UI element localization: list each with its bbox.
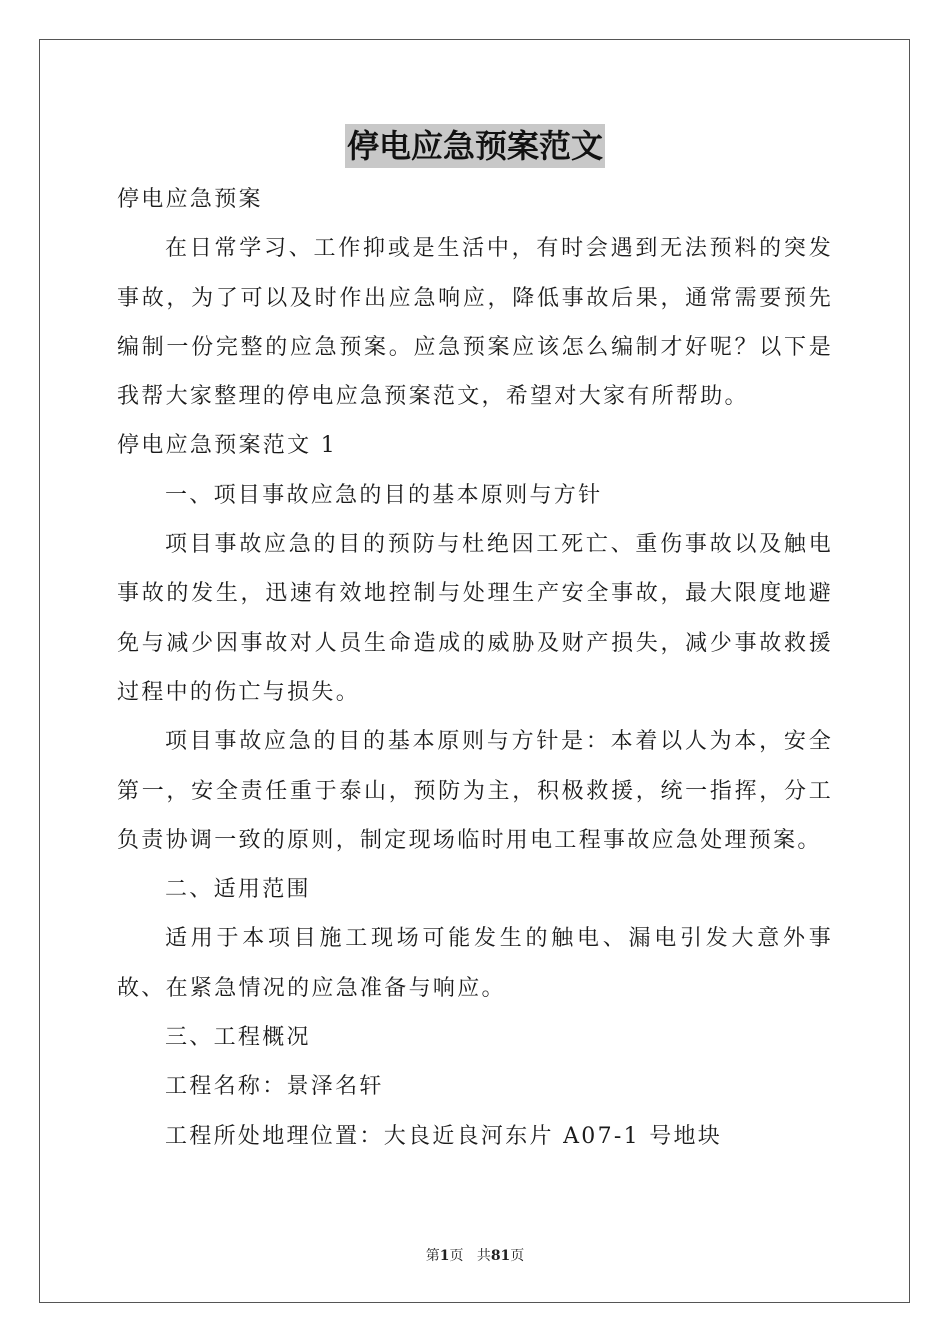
paragraph: 工程所处地理位置：大良近良河东片 A07-1 号地块 xyxy=(165,1123,723,1149)
footer-total-unit: 页 xyxy=(510,1248,525,1264)
section-heading: 三、工程概况 xyxy=(165,1025,311,1051)
paragraph: 停电应急预案 xyxy=(117,187,263,212)
paragraph: 项目事故应急的目的预防与杜绝因工死亡、重伤事故以及触电事故的发生，迅速有效地控制与处理生产安全事故，最大限度地避免与减少因事故对人员生命造成的威胁及财产损失，减少事故救援过程中的伤亡与损失。 xyxy=(117,532,833,705)
paragraph: 项目事故应急的目的基本原则与方针是：本着以人为本，安全第一，安全责任重于泰山，预防为主，积极救援，统一指挥，分工负责协调一致的原则，制定现场临时用电工程事故应急处理预案。 xyxy=(117,729,833,853)
section-heading: 一、项目事故应急的目的基本原则与方针 xyxy=(165,482,603,508)
section-heading: 停电应急预案范文 1 xyxy=(117,433,337,459)
paragraph: 在日常学习、工作抑或是生活中，有时会遇到无法预料的突发事故，为了可以及时作出应急响应，降低事故后果，通常需要预先编制一份完整的应急预案。应急预案应该怎么编制才好呢？以下是我帮大家整理的停电应急预案范文，希望对大家有所帮助。 xyxy=(117,236,833,410)
document-title: 停电应急预案范文 xyxy=(345,124,605,168)
footer-page-unit: 页 xyxy=(449,1248,464,1264)
paragraph: 工程名称：景泽名轩 xyxy=(165,1074,384,1100)
paragraph: 适用于本项目施工现场可能发生的触电、漏电引发大意外事故、在紧急情况的应急准备与响应。 xyxy=(117,926,833,1001)
footer-page-number: 1 xyxy=(439,1248,450,1264)
page-footer xyxy=(0,1245,950,1265)
title-container xyxy=(0,124,950,168)
footer-total-prefix: 共 xyxy=(476,1248,491,1264)
footer-page-prefix: 第 xyxy=(425,1248,440,1264)
document-body xyxy=(117,175,833,1161)
footer-total-pages: 81 xyxy=(490,1248,511,1264)
section-heading: 二、适用范围 xyxy=(165,877,311,903)
